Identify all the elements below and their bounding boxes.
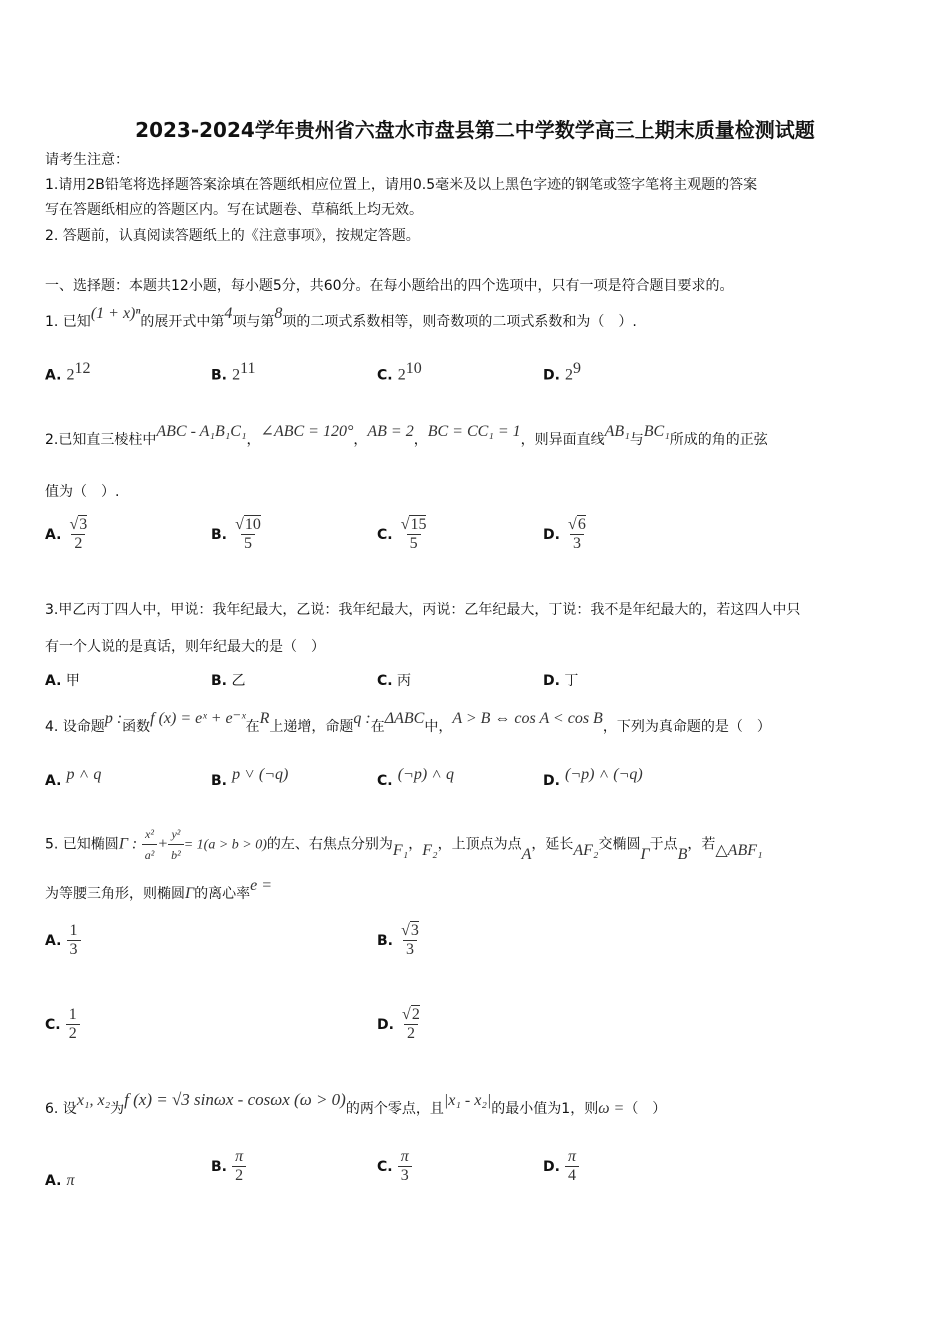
q5-option-b-label: B. [377,933,393,949]
q6-text-c: 的两个零点，且 [345,1101,444,1117]
notice-line-2: 写在答题纸相应的答题区内。写在试题卷、草稿纸上均无效。 [45,202,423,218]
q4-math-3: R [259,710,270,727]
q2-math-1: ABC - A₁B₁C₁ [156,423,247,440]
q5-math-3: F₂ [422,841,438,859]
q5-line-2b: 的离心率 [194,886,251,902]
q4-math-4: q : [353,710,371,727]
q5-option-a-num: 1 [69,922,78,939]
q4-option-a-label: A. [45,773,62,789]
q5-math-8: △ABF₁ [715,841,763,859]
q2-option-d-den: 3 [570,534,584,553]
q2-option-b-label: B. [211,527,227,543]
q2-math-5: AB₁ [604,423,630,440]
q3-option-a-text: 甲 [65,673,80,689]
q4-option-d-text: (¬p) ˄ (¬q) [565,766,643,783]
q6-option-c[interactable] [377,1148,412,1185]
q3-option-b-label: B. [211,673,227,689]
q1-text-a: 1. 已知 [45,314,91,330]
q4-option-c-text: (¬p) ˄ q [397,766,454,783]
q3-option-d-text: 丁 [564,673,579,689]
q6-option-d-den: 4 [565,1166,579,1185]
q5-option-b[interactable]: B. $\frac{√3}{3}$ [377,922,419,958]
q2-option-b[interactable]: B. $\frac{√10}{5}$ [211,516,261,552]
q2-math-6: BC₁ [643,423,670,440]
q5-math-7: B [677,845,688,863]
question-5 [45,824,763,865]
q4-text-c: 在 [245,719,260,735]
q5-option-d-num: 2 [411,1006,420,1023]
q6-math-4: ω = [598,1100,625,1117]
q3-line-1: 3.甲乙丙丁四人中，甲说：我年纪最大，乙说：我年纪最大，丙说：乙年纪最大，丁说：我不是年纪最大的，若这四人中只 [45,602,801,618]
q3-line-2: 有一个人说的是真话，则年纪最大的是（ ） [45,639,325,655]
section-heading: 一、选择题：本题共12小题，每小题5分，共60分。在每小题给出的四个选项中，只有一项是符合题目要求的。 [45,278,734,294]
q1-option-c-label: C. [377,367,393,384]
q5-condition: = 1(a > b > 0) [183,837,267,853]
q5-sep-1: ， [408,836,423,853]
q5-line-2a: 为等腰三角形，则椭圆 [45,886,185,902]
q6-option-a-label: A. [45,1173,62,1189]
q5-text-f: 于点 [649,836,678,853]
q5-option-a[interactable] [45,922,81,959]
q2-math-3: AB = 2 [367,423,414,440]
q5-math-6: Γ [640,845,650,863]
q4-text-g: ，下列为真命题的是（ ） [602,719,771,735]
q3-option-d[interactable] [543,671,578,691]
q2-option-c-label: C. [377,527,393,543]
q5-text-e: 交椭圆 [598,836,641,853]
q2-text-a: 2.已知直三棱柱中 [45,432,157,448]
q1-option-a-label: A. [45,367,62,384]
page-title: 2023-2024学年贵州省六盘水市盘县第二中学数学高三上期末质量检测试题 [135,118,815,142]
q2-option-d[interactable]: D. $\frac{√6}{3}$ [543,516,586,552]
q2-option-a-num: 3 [79,516,88,533]
q6-option-d-label: D. [543,1159,560,1175]
q5-option-c-num: 1 [68,1006,77,1023]
q5-plus: + [157,835,169,853]
q1-text-b: 的展开式中第 [140,314,225,330]
q6-option-b-label: B. [211,1159,227,1175]
q6-option-d-num: π [568,1148,577,1165]
q1-option-c-base: 2 [397,366,406,384]
q5-math-1: Γ : [118,835,138,853]
q2-option-d-num: 6 [577,516,586,533]
q4-option-c[interactable] [377,766,454,790]
q5-frac-x-num: x² [145,827,154,841]
q2-option-b-den: 5 [241,534,255,553]
q5-frac-x-den: a² [142,844,158,865]
q6-option-c-num: π [400,1148,409,1165]
q4-option-b-label: B. [211,773,227,789]
q2-sep-2: ， [353,432,368,448]
q2-line-2: 值为（ ）. [45,484,120,500]
q1-text-d: 项的二项式系数相等，则奇数项的二项式系数和为（ ）. [282,314,637,330]
q6-option-b-den: 2 [232,1166,246,1185]
q1-option-a[interactable] [45,360,91,384]
q4-math-6: A > B ⇔ cos A < cos B [452,710,603,727]
q6-text-a: 6. 设 [45,1101,77,1117]
q5-option-d[interactable]: D. $\frac{√2}{2}$ [377,1006,420,1042]
q3-option-a-label: A. [45,673,62,689]
q6-option-a[interactable] [45,1170,75,1190]
q5-text-c: ，上顶点为点 [437,836,522,853]
q1-text-c: 项与第 [232,314,275,330]
q5-frac-y-num: y² [171,827,181,841]
q4-math-2: f (x) = eˣ + e⁻ˣ [150,710,246,727]
q3-option-b[interactable] [211,671,245,691]
q6-text-e: （ ） [624,1101,667,1117]
q1-option-a-base: 2 [66,366,75,384]
q2-sep-1: ， [246,432,261,448]
q2-option-c-num: 15 [410,516,427,533]
q2-option-b-num: 10 [244,516,261,533]
q5-option-a-den: 3 [67,940,81,959]
q2-text-c: 与 [629,432,644,448]
q4-option-b-text: p ˅ (¬q) [232,766,289,783]
q2-option-c-den: 5 [407,534,421,553]
q1-option-b[interactable] [211,360,256,384]
q6-option-c-label: C. [377,1159,393,1175]
q1-option-d[interactable] [543,360,581,384]
q2-text-b: ，则异面直线 [520,432,605,448]
q2-option-c[interactable]: C. $\frac{√15}{5}$ [377,516,427,552]
notice-heading: 请考生注意： [45,152,129,168]
q6-math-2: f (x) = √3 sinωx - cosωx (ω > 0) [124,1090,346,1109]
q2-option-d-label: D. [543,527,560,543]
q5-option-b-num: 3 [410,922,419,939]
q1-option-d-exp: 9 [573,360,582,377]
notice-line-3: 2. 答题前，认真阅读答题纸上的《注意事项》，按规定答题。 [45,228,420,244]
q2-text-d: 所成的角的正弦 [669,432,768,448]
q4-text-a: 4. 设命题 [45,719,105,735]
q4-text-d: 上递增，命题 [269,719,354,735]
q5-frac-y-den: b² [168,844,184,865]
question-2 [45,423,768,450]
q5-math-10: e = [250,877,273,894]
q5-option-a-label: A. [45,933,62,949]
q1-option-d-base: 2 [565,366,574,384]
q1-option-c[interactable] [377,360,422,384]
q4-option-b[interactable] [211,766,289,790]
question-1 [45,305,637,332]
q2-math-4: BC = CC₁ = 1 [427,423,521,440]
q4-option-d-label: D. [543,773,560,789]
q6-option-d[interactable] [543,1148,579,1185]
q5-text-g: ，若 [687,836,716,853]
q6-math-1: x₁, x₂ [76,1092,111,1109]
q3-option-c[interactable] [377,671,411,691]
q4-math-1: p : [104,710,123,727]
q6-math-3: |x₁ - x₂| [443,1092,492,1109]
q2-sep-3: ， [413,432,428,448]
q6-option-c-den: 3 [398,1166,412,1185]
q5-option-c-label: C. [45,1017,61,1033]
q2-math-2: ∠ABC = 120° [260,423,354,440]
q6-option-a-text: π [66,1172,75,1189]
q4-option-d[interactable] [543,766,643,790]
q5-option-c[interactable] [45,1006,80,1043]
notice-line-1: 1.请用2B铅笔将选择题答案涂填在答题纸相应位置上，请用0.5毫米及以上黑色字迹的钢笔或签字笔将主观题的答案 [45,177,758,193]
q5-math-2: F₁ [392,841,409,859]
question-4 [45,710,771,737]
q5-text-a: 5. 已知椭圆 [45,836,119,853]
q5-math-4: A [521,845,532,863]
q1-option-b-label: B. [211,367,227,384]
q6-option-b-num: π [235,1148,244,1165]
q4-option-a[interactable] [45,766,102,790]
q3-option-b-text: 乙 [231,673,246,689]
q3-option-c-label: C. [377,673,393,689]
q4-text-b: 函数 [122,719,151,735]
q1-math-2: 4 [224,305,233,322]
q4-text-e: 在 [370,719,385,735]
q1-option-b-exp: 11 [240,360,256,377]
q3-option-d-label: D. [543,673,560,689]
q2-option-a-label: A. [45,527,62,543]
q5-text-b: 的左、右焦点分别为 [266,836,393,853]
q4-text-f: 中， [424,719,453,735]
q5-text-d: ，延长 [531,836,574,853]
question-6 [45,1090,667,1119]
q3-option-a[interactable] [45,671,80,691]
q5-line-2 [45,877,273,904]
q2-option-a-den: 2 [71,534,85,553]
q5-option-d-den: 2 [404,1024,418,1043]
q1-math-1: (1 + x)ⁿ [90,305,141,322]
q6-option-b[interactable] [211,1148,246,1185]
q5-math-5: AF₂ [573,841,599,859]
q4-option-c-label: C. [377,773,393,789]
q6-text-d: 的最小值为1，则 [491,1101,599,1117]
q5-math-9: Γ [185,885,195,902]
q5-option-d-label: D. [377,1017,394,1033]
q1-option-a-exp: 12 [74,360,91,377]
q6-text-b: 为 [110,1101,125,1117]
q1-option-d-label: D. [543,367,560,384]
q4-math-5: ΔABC [384,710,425,727]
q2-option-a[interactable]: A. $\frac{√3}{2}$ [45,516,88,552]
q1-option-c-exp: 10 [405,360,422,377]
q3-option-c-text: 丙 [397,673,412,689]
q1-option-b-base: 2 [232,366,241,384]
q4-option-a-text: p ˄ q [66,766,102,783]
q5-option-b-den: 3 [403,940,417,959]
q5-option-c-den: 2 [66,1024,80,1043]
q1-math-3: 8 [274,305,283,322]
